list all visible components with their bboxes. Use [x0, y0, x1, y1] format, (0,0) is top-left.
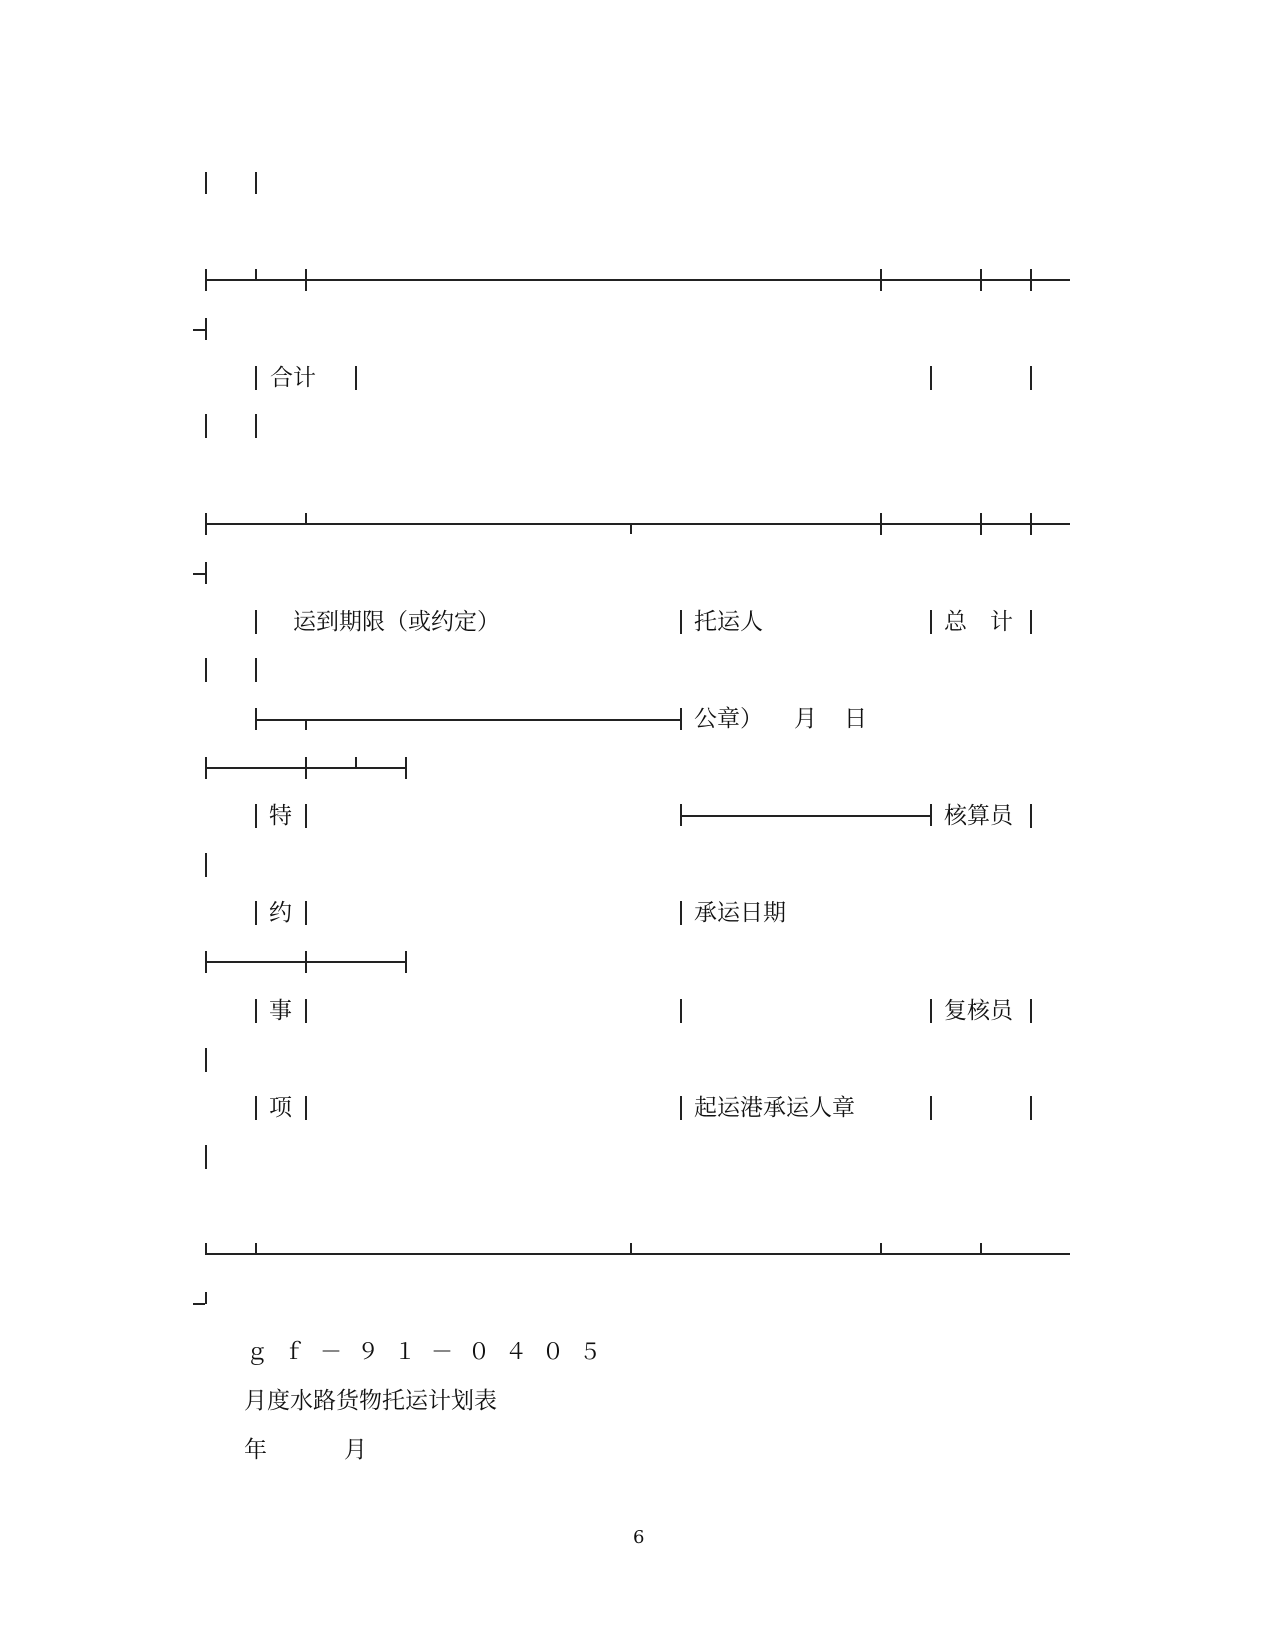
border	[680, 610, 682, 634]
special-char-xiang: 项	[269, 1095, 292, 1121]
border	[680, 1096, 682, 1120]
border	[205, 658, 207, 682]
rule-tick	[355, 757, 357, 767]
rule-tick	[880, 1243, 882, 1253]
rule-end	[205, 513, 207, 535]
rule-joint	[305, 757, 307, 779]
border	[255, 610, 257, 634]
rule-joint	[980, 269, 982, 291]
rule-joint	[880, 269, 882, 291]
rule-joint	[980, 513, 982, 535]
rule-tick	[305, 720, 307, 730]
wrap-corner	[205, 318, 207, 340]
official-seal-label: 公章）	[694, 706, 763, 732]
shipper-label: 托运人	[694, 609, 763, 635]
table-rule	[205, 279, 1070, 281]
reviewer-label: 复核员	[944, 998, 1013, 1024]
carriage-date-label: 承运日期	[694, 900, 786, 926]
border	[255, 658, 257, 682]
table-rule	[205, 523, 1070, 525]
border	[205, 1145, 207, 1169]
rule-end	[255, 708, 257, 730]
border	[680, 901, 682, 925]
border	[930, 999, 932, 1023]
rule-end	[205, 757, 207, 779]
wrap-corner	[193, 329, 205, 331]
wrap-corner	[193, 573, 205, 575]
delivery-deadline-label: 运到期限（或约定）	[293, 609, 500, 635]
rule-joint	[880, 513, 882, 535]
rule-tick	[255, 269, 257, 279]
table-rule	[255, 719, 682, 721]
border	[305, 1096, 307, 1120]
rule-end	[680, 804, 682, 826]
border	[255, 901, 257, 925]
rule-end	[680, 708, 682, 730]
rule-joint	[1030, 513, 1032, 535]
border	[930, 1096, 932, 1120]
border	[680, 999, 682, 1023]
page-number: 6	[633, 1527, 645, 1548]
border	[1030, 366, 1032, 390]
border	[205, 414, 207, 438]
month-label-footer: 月	[344, 1437, 367, 1463]
rule-tick	[630, 1243, 632, 1253]
rule-end	[405, 757, 407, 779]
special-char-shi: 事	[269, 998, 292, 1024]
rule-tick	[305, 513, 307, 523]
rule-joint	[305, 269, 307, 291]
border	[255, 999, 257, 1023]
form-code: ｇｆ－９１－０４０５	[246, 1340, 617, 1365]
border	[205, 1048, 207, 1072]
day-label: 日	[844, 706, 867, 732]
border	[1030, 1096, 1032, 1120]
border	[305, 804, 307, 828]
rule-end	[930, 804, 932, 826]
table-bottom-rule	[205, 1253, 1070, 1255]
special-char-yue: 约	[269, 900, 292, 926]
wrap-corner	[193, 1303, 205, 1305]
month-label: 月	[794, 706, 817, 732]
border	[205, 853, 207, 877]
year-label: 年	[244, 1437, 267, 1463]
grand-total-label: 总 计	[944, 609, 1013, 635]
border	[255, 1096, 257, 1120]
border	[305, 901, 307, 925]
accountant-label: 核算员	[944, 803, 1013, 829]
border	[930, 366, 932, 390]
border	[305, 999, 307, 1023]
rule-end	[205, 951, 207, 973]
table-rule	[680, 815, 932, 817]
border	[930, 610, 932, 634]
rule-end	[405, 951, 407, 973]
border-inner	[255, 172, 257, 194]
departure-port-carrier-seal-label: 起运港承运人章	[694, 1095, 855, 1121]
border-left	[205, 172, 207, 194]
border	[355, 366, 357, 390]
border	[1030, 610, 1032, 634]
rule-tick	[630, 524, 632, 534]
border	[255, 414, 257, 438]
rule-end	[205, 269, 207, 291]
wrap-corner	[205, 1292, 207, 1304]
rule-joint	[305, 951, 307, 973]
form-title: 月度水路货物托运计划表	[244, 1388, 497, 1414]
border	[1030, 804, 1032, 828]
border	[255, 366, 257, 390]
special-char-te: 特	[269, 803, 292, 829]
border	[255, 804, 257, 828]
border	[1030, 999, 1032, 1023]
rule-tick	[255, 1243, 257, 1253]
rule-joint	[1030, 269, 1032, 291]
rule-end	[205, 1243, 207, 1254]
wrap-corner	[205, 562, 207, 584]
rule-tick	[980, 1243, 982, 1253]
heji-label: 合计	[270, 365, 316, 391]
